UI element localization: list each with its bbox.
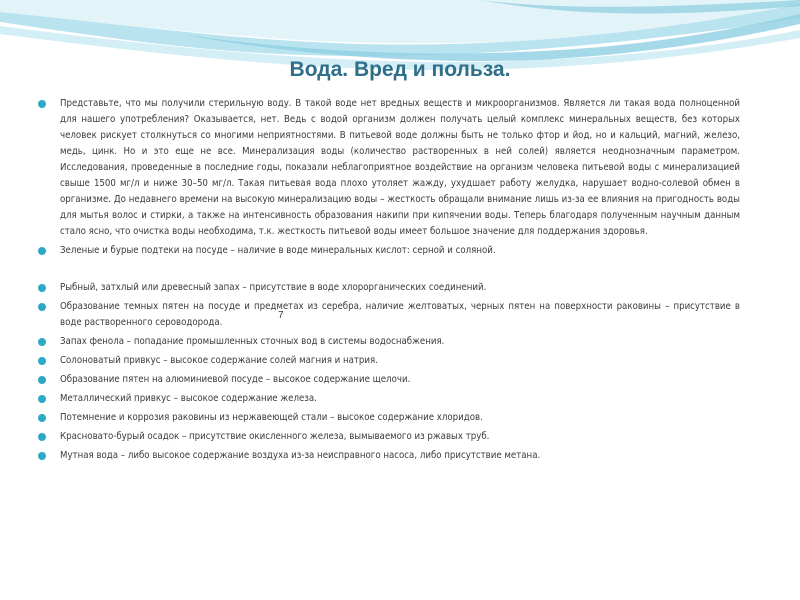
bullet-icon — [38, 395, 46, 403]
bullet-icon — [38, 414, 46, 422]
list-item-text: Потемнение и коррозия раковины из нержавеющей стали – высокое содержание хлоридов. — [60, 412, 483, 423]
list-item — [38, 280, 740, 296]
bullet-icon — [38, 452, 46, 460]
bullet-list — [38, 96, 740, 467]
slide-title: Вода. Вред и польза. — [289, 58, 511, 81]
list-item — [38, 334, 740, 350]
list-item-text: Образование темных пятен на посуде и предметах из серебра, наличие желтоватых, черных пятен на поверхности раковины – присутствие в воде растворенного сероводорода. — [60, 301, 740, 328]
list-item-text: Мутная вода – либо высокое содержание воздуха из-за неисправного насоса, либо присутствие метана. — [60, 450, 541, 461]
list-item — [38, 243, 740, 259]
list-item — [38, 372, 740, 388]
bullet-icon — [38, 338, 46, 346]
bullet-icon — [38, 376, 46, 384]
list-item — [38, 410, 740, 426]
list-item — [38, 299, 740, 331]
list-item — [38, 391, 740, 407]
list-item — [38, 96, 740, 240]
list-item — [38, 353, 740, 369]
list-item-text: Солоноватый привкус – высокое содержание солей магния и натрия. — [60, 355, 378, 366]
bullet-icon — [38, 284, 46, 292]
list-item-text: Металлический привкус – высокое содержание железа. — [60, 393, 317, 404]
bullet-icon — [38, 433, 46, 441]
bullet-icon — [38, 357, 46, 365]
bullet-icon — [38, 100, 46, 108]
list-item-text: Представьте, что мы получили стерильную воду. В такой воде нет вредных веществ и микроорганизмов. Является ли такая вода полноценной для нашего употребления? Оказывается, нет. Ведь с водой организм должен получать целый комплекс минеральных веществ, без которых человек рискует столкнуться со многими неприятностями. В питьевой воде должны быть не только фтор и йод, но и кальций, магний, железо, медь, цинк. Но и это еще не все. Минерализация воды (количество растворенных в ней солей) является неоднозначным параметром. Исследования, проведенные в последние годы, показали неблагоприятное воздействие на организм человека питьевой воды с минерализацией свыше 1500 мг/л и ниже 30–50 мг/л. Такая питьевая вода плохо утоляет жажду, ухудшает работу желудка, нарушает водно-солевой обмен в организме. До недавнего времени на высокую минерализацию воды – жесткость обращали внимание лишь из-за ее влияния на пригодность воды для мытья волос и стирки, а также на интенсивность образования накипи при кипячении воды. Теперь благодаря полученным научным данным стало ясно, что очистка воды необходима, т.к. жесткость питьевой воды имеет большое значение для поддержания здоровья. — [60, 98, 740, 237]
list-item-text: Рыбный, затхлый или древесный запах – присутствие в воде хлорорганических соединений. — [60, 282, 487, 293]
list-item-text: Красновато-бурый осадок – присутствие окисленного железа, вымываемого из ржавых труб. — [60, 431, 490, 442]
list-item — [38, 448, 740, 464]
list-item — [38, 429, 740, 445]
list-item-text: Образование пятен на алюминиевой посуде – высокое содержание щелочи. — [60, 374, 411, 385]
bullet-icon — [38, 247, 46, 255]
page-number: 7 — [278, 310, 284, 321]
bullet-icon — [38, 303, 46, 311]
list-item-text: Запах фенола – попадание промышленных сточных вод в системы водоснабжения. — [60, 336, 445, 347]
list-item-text: Зеленые и бурые подтеки на посуде – наличие в воде минеральных кислот: серной и соляной. — [60, 245, 496, 256]
